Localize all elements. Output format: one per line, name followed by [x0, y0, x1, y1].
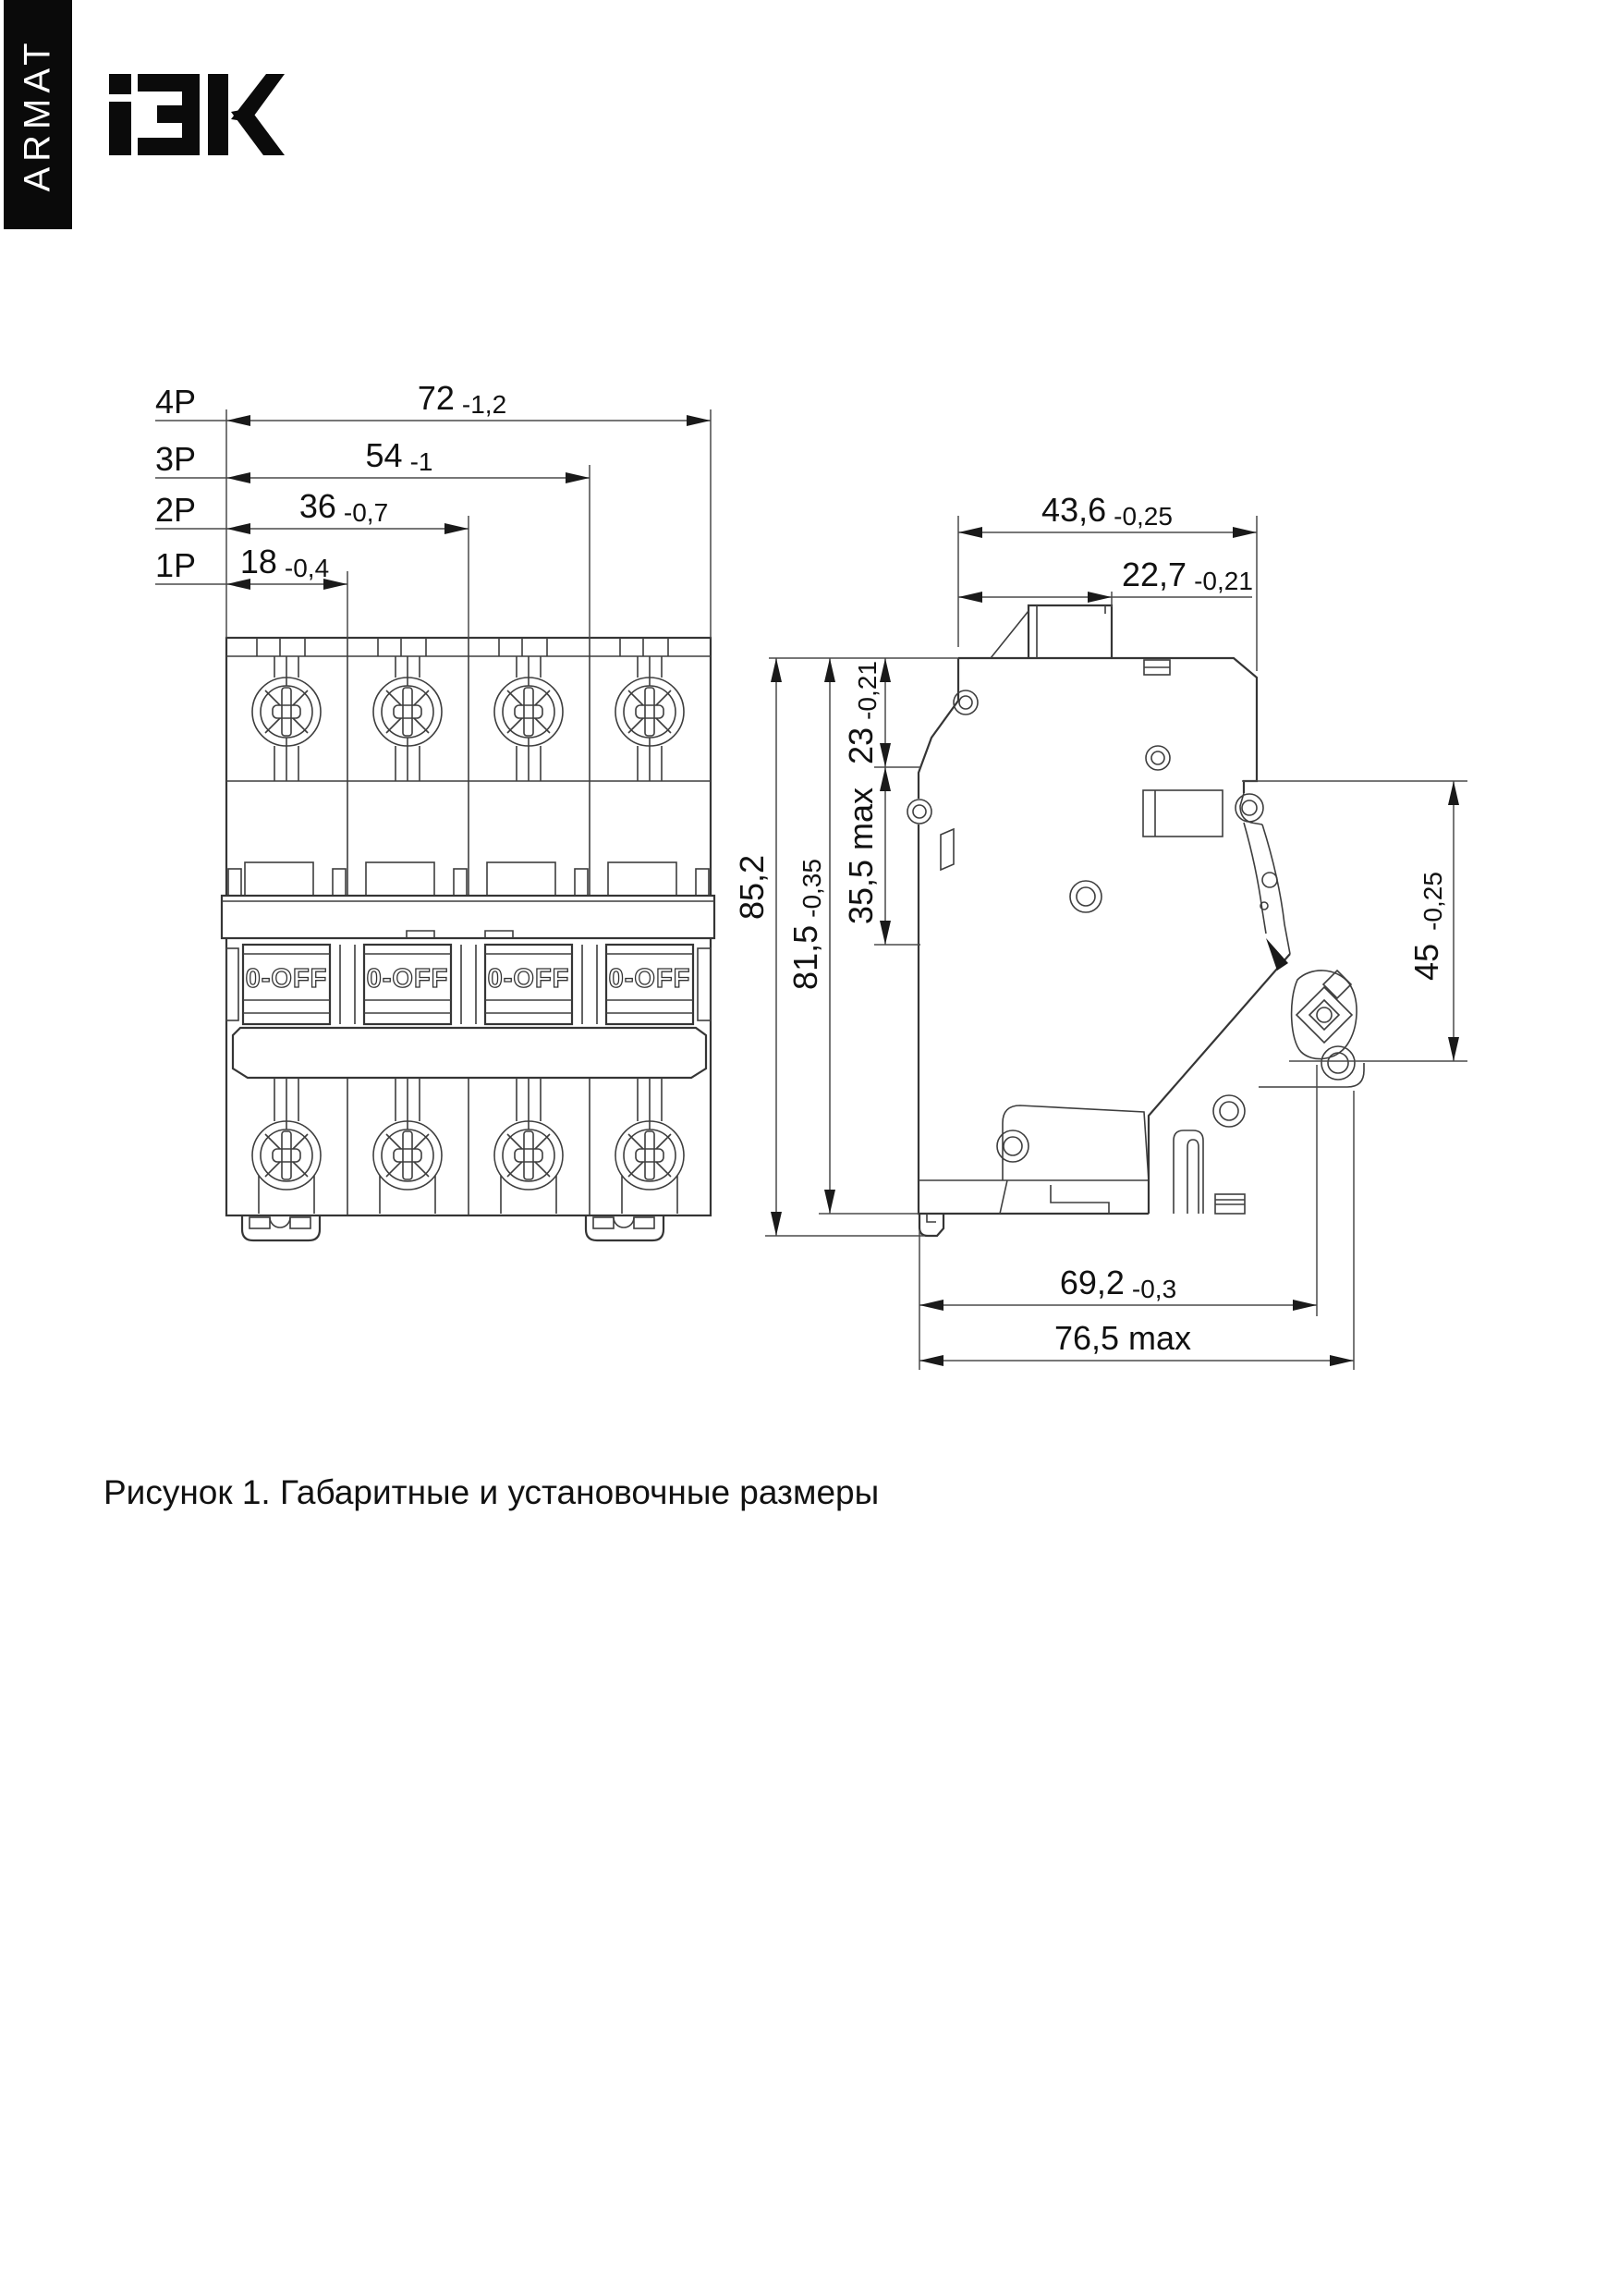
dim-text: 36 -0,7	[298, 487, 389, 527]
toggle-state-label: 0-OFF	[245, 964, 328, 994]
pole-label: 3P	[155, 440, 197, 478]
dim-din-slot	[842, 767, 891, 945]
screw-bosses	[954, 690, 1355, 1162]
dim-text: 76,5 max	[1053, 1319, 1192, 1357]
brand-vertical-label: ARMAT	[17, 37, 58, 192]
front-view	[222, 638, 714, 1240]
dim-text: 22,7 -0,21	[1122, 556, 1253, 595]
dim-total-height	[733, 658, 782, 1236]
front-view-dimensions	[155, 379, 711, 638]
screw-head-icon	[373, 1121, 442, 1190]
screw-head-icon	[494, 1121, 563, 1190]
side-view	[907, 605, 1364, 1236]
dim-text: 69,2 -0,3	[1059, 1264, 1177, 1303]
toggle-handle	[364, 945, 451, 1024]
figure-caption: Рисунок 1. Габаритные и установочные размеры	[103, 1473, 880, 1511]
toggle-handle	[606, 945, 693, 1024]
dim-text: 18 -0,4	[239, 543, 330, 582]
pole-label: 1P	[155, 546, 197, 584]
dim-bottom-depth	[919, 1264, 1317, 1311]
dim-text: 85,2	[733, 854, 771, 921]
dim-row-3p	[155, 436, 590, 483]
dim-depth	[958, 491, 1257, 538]
dim-row-4p	[155, 379, 711, 426]
dim-terminal-depth	[958, 556, 1253, 603]
pole-label: 2P	[155, 491, 197, 529]
toggle-state-label: 0-OFF	[487, 964, 570, 994]
dim-text: 23-0,21	[842, 661, 882, 764]
dim-top-offset	[842, 658, 891, 767]
din-clip	[1292, 971, 1357, 1059]
screw-head-icon	[615, 678, 684, 746]
dim-text: 43,6 -0,25	[1041, 491, 1173, 531]
din-foot	[242, 1215, 320, 1240]
screw-head-icon	[373, 678, 442, 746]
toggle-handle	[243, 945, 330, 1024]
toggle-state-label: 0-OFF	[366, 964, 449, 994]
handle-connecting-bar	[233, 1028, 706, 1078]
dim-text: 45-0,25	[1407, 872, 1447, 981]
dim-text: 54 -1	[365, 436, 433, 476]
dim-row-2p	[155, 487, 469, 534]
dim-rail-height	[1407, 781, 1459, 1061]
dim-text: 72 -1,2	[417, 379, 507, 419]
dim-text: 35,5 max	[842, 787, 880, 925]
screw-head-icon	[252, 1121, 321, 1190]
dim-body-height	[786, 658, 835, 1214]
screw-head-icon	[615, 1121, 684, 1190]
dim-row-1p	[155, 543, 347, 590]
dim-text: 81,5-0,35	[786, 859, 826, 990]
toggle-row	[226, 945, 711, 1024]
din-foot	[586, 1215, 663, 1240]
dim-bottom-max	[919, 1319, 1354, 1366]
toggle-handle	[485, 945, 572, 1024]
side-view-dimensions	[733, 491, 1467, 1370]
screw-head-icon	[494, 678, 563, 746]
screw-head-icon	[252, 678, 321, 746]
pole-label: 4P	[155, 383, 197, 421]
toggle-state-label: 0-OFF	[608, 964, 691, 994]
